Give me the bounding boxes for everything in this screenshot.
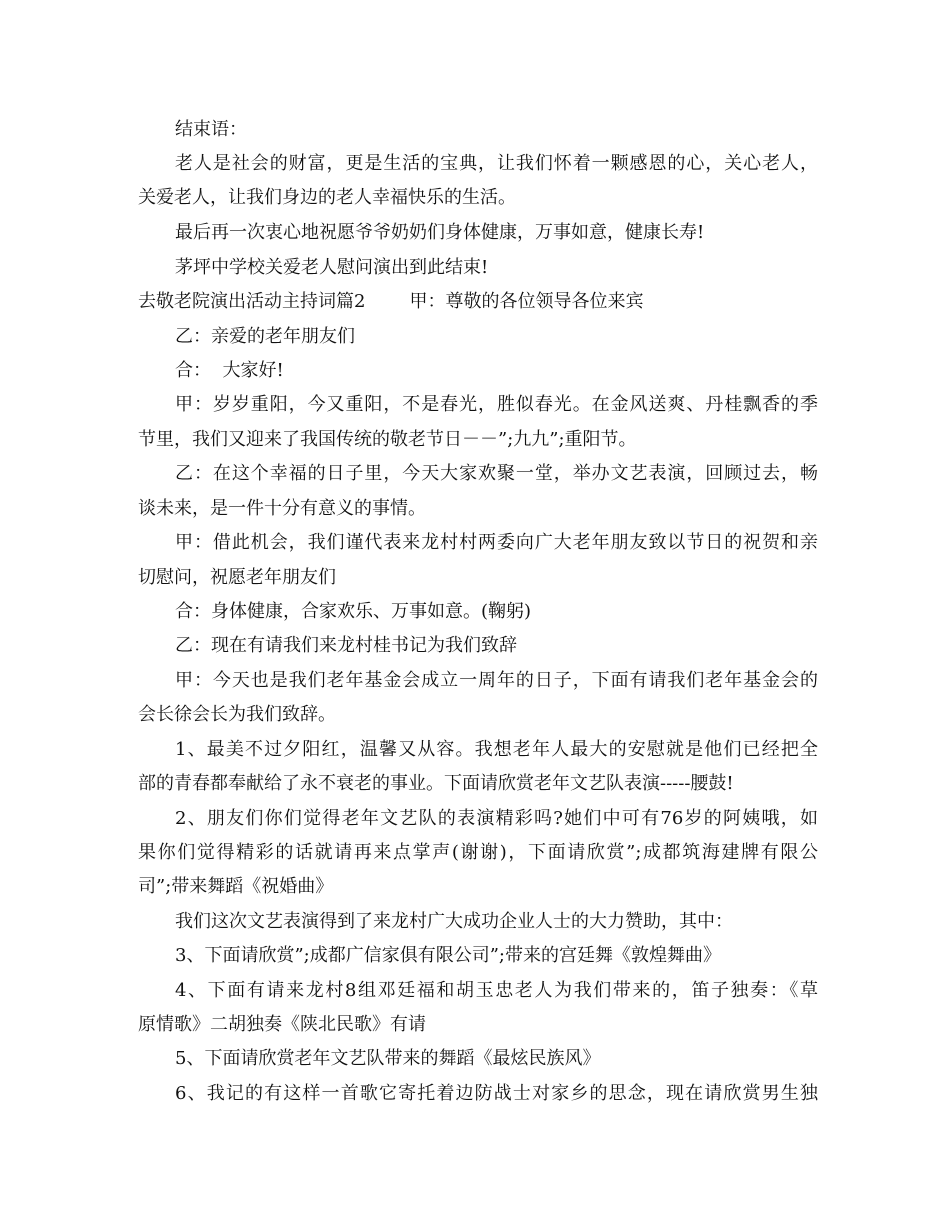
section-heading-line (138, 290, 818, 314)
text-line: 4、下面有请来龙村8组邓廷福和胡玉忠老人为我们带来的，笛子独奏：《草 (175, 980, 818, 1001)
text-line: 1、最美不过夕阳红，温馨又从容。我想老年人最大的安慰就是他们已经把全 (175, 739, 818, 760)
text-line: 茅坪中学校关爱老人慰问演出到此结束! (175, 257, 489, 278)
text-line: 甲：尊敬的各位领导各位来宾 (409, 291, 644, 312)
text-line: 3、下面请欣赏”;成都广信家俱有限公司”;带来的宫廷舞《敦煌舞曲》 (175, 945, 721, 966)
text-line: 甲：今天也是我们老年基金会成立一周年的日子，下面有请我们老年基金会的 (175, 670, 818, 691)
text-line: 乙：现在有请我们来龙村桂书记为我们致辞 (175, 635, 517, 656)
text-line: 老人是社会的财富，更是生活的宝典，让我们怀着一颗感恩的心，关心老人， (175, 153, 818, 174)
text-line: 切慰问，祝愿老年朋友们 (138, 567, 336, 588)
text-line: 司”;带来舞蹈《祝婚曲》 (138, 876, 334, 897)
text-line: 5、下面请欣赏老年文艺队带来的舞蹈《最炫民族风》 (175, 1048, 601, 1069)
text-line: 合：身体健康，合家欢乐、万事如意。(鞠躬) (175, 601, 532, 622)
text-line: 我们这次文艺表演得到了来龙村广大成功企业人士的大力赞助，其中： (175, 911, 733, 932)
text-line: 会长徐会长为我们致辞。 (138, 704, 336, 725)
text-line: 关爱老人，让我们身边的老人幸福快乐的生活。 (138, 187, 516, 208)
text-line: 2、朋友们你们觉得老年文艺队的表演精彩吗?她们中可有76岁的阿姨哦，如 (175, 808, 818, 829)
section-title: 去敬老院演出活动主持词篇2 (138, 291, 366, 312)
text-line: 乙：亲爱的老年朋友们 (175, 326, 355, 347)
text-line: 合： 大家好! (175, 360, 284, 381)
text-line: 果你们觉得精彩的话就请再来点掌声(谢谢)，下面请欣赏”;成都筑海建牌有限公 (138, 842, 818, 863)
text-line: 最后再一次衷心地祝愿爷爷奶奶们身体健康，万事如意，健康长寿! (175, 222, 705, 243)
text-line: 乙：在这个幸福的日子里，今天大家欢聚一堂，举办文艺表演，回顾过去，畅 (175, 463, 818, 484)
text-line: 原情歌》二胡独奏《陕北民歌》有请 (138, 1014, 426, 1035)
text-line: 部的青春都奉献给了永不衰老的事业。下面请欣赏老年文艺队表演-----腰鼓! (138, 773, 734, 794)
text-line: 谈未来，是一件十分有意义的事情。 (138, 498, 426, 519)
text-line: 节里，我们又迎来了我国传统的敬老节日－－”;九九”;重阳节。 (138, 429, 637, 450)
text-line: 6、我记的有这样一首歌它寄托着边防战士对家乡的思念，现在请欣赏男生独 (175, 1083, 818, 1104)
text-line: 结束语： (175, 119, 247, 140)
text-line: 甲：借此机会，我们谨代表来龙村村两委向广大老年朋友致以节日的祝贺和亲 (175, 532, 818, 553)
text-line: 甲：岁岁重阳，今又重阳，不是春光，胜似春光。在金风送爽、丹桂飘香的季 (175, 394, 818, 415)
